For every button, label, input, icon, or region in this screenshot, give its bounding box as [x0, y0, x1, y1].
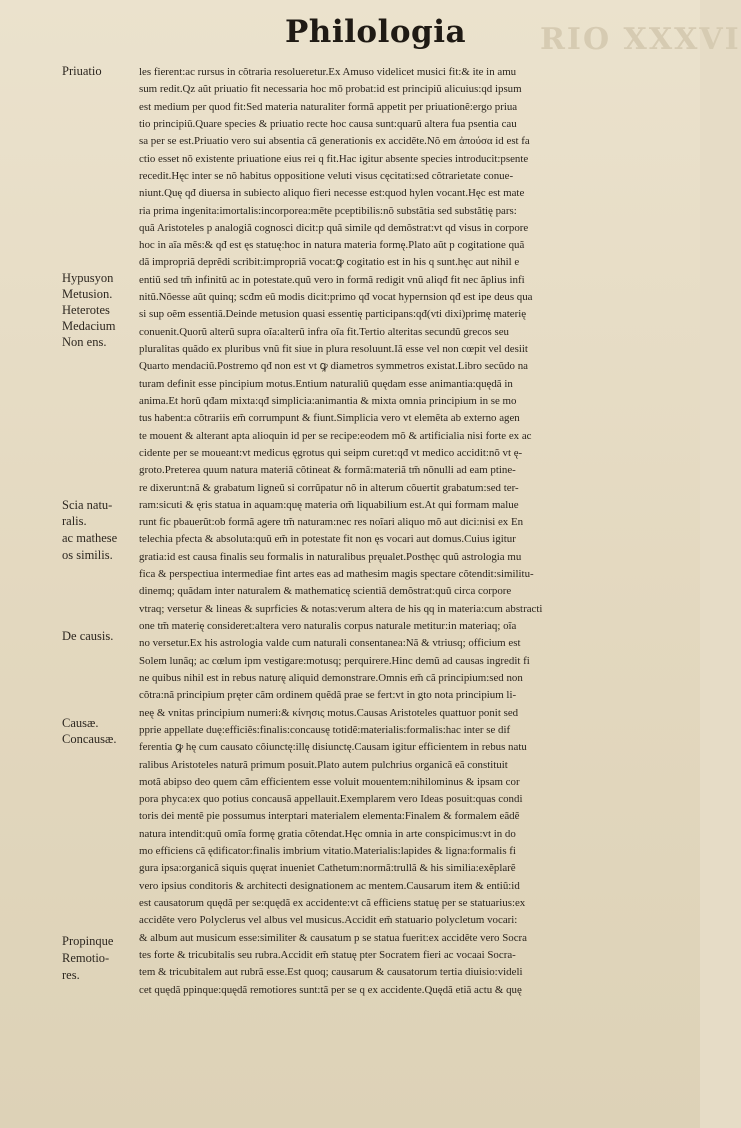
text-line: telechia pfecta & absoluta:quũ em̃ in potestate fit non ęs vocari aut domus.Cuius igitur: [139, 533, 516, 546]
text-line: Quarto mendaciũ.Postremo qđ non est vt ꝙ diametros symmetros existat.Libro secũdo na: [139, 360, 528, 373]
text-line: toris dei mentẽ pie possumus interptari materialem elementa:Finalem & formalem eãdẽ: [139, 810, 520, 823]
text-line: tem & tricubitalem aut rubrã esse.Est quoq; causarum & causatorum tertia diuisio:videli: [139, 966, 523, 979]
text-line: vero ipsius conditoris & architecti designationem ac mentem.Causarum item & entiũ:id: [139, 879, 520, 892]
text-line: cõtra:nã principium pręter cãm ordinem quẽdã prae se fert:vt in gto nota principium li-: [139, 689, 517, 702]
text-line: mo efficiens cã ędificator:finalis imbrium vitatio.Materialis:lapides & ligna:formalis fi: [139, 845, 516, 858]
text-line: anima.Et horũ qđam mixta:qđ simplicia:animantia & mixta omnia principium in se mo: [139, 394, 517, 407]
text-line: runt fic pbauerũt:ob formã agere tm̃ naturam:nec res noĩari aliquo mõ aut dici:nisi ex En: [139, 516, 524, 529]
margin-note-scia-line3: ac mathese: [62, 531, 118, 545]
margin-note-remotiores-line2: res.: [62, 968, 80, 982]
text-line: dinemq; quãdam inter naturalem & mathematicę scientiã demõstrat:quũ circa corpore: [139, 585, 512, 598]
text-line: cidente per se moueant:vt medicus ęgrotus qui seipm curet:qđ vt medico accidit:nõ vt ę-: [139, 446, 523, 459]
text-line: conuenit.Quorũ alterũ supra oĩa:alterũ infra oĩa fit.Tertio alteritas secundũ grecos seu: [139, 325, 509, 338]
text-line: neę & vnitas principium numeri:& κίνησις motus.Causas Aristoteles quattuor ponit sed: [139, 706, 519, 719]
body-text: [139, 64, 659, 999]
margin-note-scia-line1: Scia natu-: [62, 498, 113, 512]
text-line: hoc in aĩa mẽs:& qđ est ęs statuę:hoc in natura materia formę.Plato aũt p cogitatione quã: [139, 239, 525, 252]
margin-note-remotiores-line1: Remotio-: [62, 951, 110, 965]
margin-note-medacium: Medacium: [62, 319, 116, 333]
show-through-text: RIO XXXVI: [540, 22, 741, 57]
text-line: & album aut musicum esse:similiter & causatum p se statua fuerit:ex accidẽte vero Socra: [139, 931, 528, 944]
text-line: pluralitas quãdo ex pluribus vnũ fit siue in plura resoluunt.Iã esse vel non cœpit vel desiit: [139, 343, 528, 355]
text-line: ferentia ꝙ hę cum causato cõiunctę:illę disiunctę.Causam igitur efficientem in rebus natu: [139, 741, 527, 754]
text-line: pprie appellate duę:efficiẽs:finalis:concausę totidẽ:materialis:formalis:hac inter se dif: [139, 723, 511, 736]
text-line: turam definit esse pincipium motus.Entium naturaliũ quędam esse animantia:quędã in: [139, 377, 513, 390]
text-line: est medium per quod fit:Sed materia naturaliter formã appetit per priuationẽ:ergo priua: [139, 100, 518, 113]
text-line: tes forte & tricubitalis seu rubra.Accidit em̃ statuę pter Socratem fieri ac vocaai Socra-: [139, 948, 516, 961]
margin-note-scia-line4: os similis.: [62, 548, 113, 562]
text-line: niunt.Quę qđ diuersa in subiecto aliquo fieri necesse est:quod hylen vocant.Hęc est mate: [139, 187, 525, 200]
text-line: dã impropriã deprẽdi scribit:impropriã vocat:ꝙ cogitatio est in his q sunt.hęc aut nihil e: [139, 256, 520, 269]
text-line: Solem lunãq; ac cœlum ipm vestigare:motusq; perquirere.Hinc demũ ad causas ingredit fi: [139, 654, 530, 667]
margin-note-propinque: Propinque: [62, 934, 114, 948]
running-head-title: Philologia: [285, 14, 467, 50]
margin-note-concausae: Concausæ.: [62, 732, 117, 746]
text-line: motã abipso deo quem cãm efficientem esse voluit mouentem:nihilominus & ipsam cor: [139, 775, 520, 788]
text-line: ctio esset nõ existente priuatione eius rei q fit.Hac igitur absente species introducit:psente: [139, 152, 529, 165]
text-line: ralibus Aristoteles naturã primum posuit.Plato autem pulchrius organicã eã constituit: [139, 758, 508, 771]
text-line: quã Aristoteles p analogiã cognosci dicit:p quã simile qd demõstrat:vt qd visus in corpore: [139, 221, 529, 234]
text-line: tus habent:a cõtrariis em̃ corrumpunt & fiunt.Simplicia vero vt elemẽta ab externo agen: [139, 412, 520, 425]
text-line: te mouent & alterant apta alioquin id per se recipe:eodem mõ & artificialia nisi forte ex ac: [139, 429, 532, 442]
text-line: sa per se est.Priuatio vero sui absentia cã generationis ex accidẽte.Nõ em ἀπούσα id est fa: [139, 135, 530, 148]
text-line: vtraq; versetur & lineas & suprficies & notas:verum altera de his qq in materia:cum abstracti: [139, 602, 543, 615]
text-line: sum redit.Qz aũt priuatio fit necessaria hoc mõ probat:id est principiũ alicuius:qd ipsum: [139, 83, 522, 96]
text-line: re dixerunt:nã & grabatum ligneũ si corrũpatur nõ in alterum cõuertit grabatum:sed ter-: [139, 481, 519, 494]
text-line: one tm̃ materię consideret:altera vero naturalis corpus naturale metitur:in materiaq; oĩa: [139, 620, 517, 632]
margin-note-metusion: Metusion.: [62, 287, 113, 301]
margin-note-heterotes: Heterotes: [62, 303, 110, 317]
text-line: ne quibus nihil est in rebus naturę aliquid demonstrare.Omnis em̃ cã principium:sed non: [139, 671, 523, 684]
text-line: fica & perspectiua intermediae fint artes eas ad mathesim magis spectare cõtendit:similitu-: [139, 568, 534, 581]
margin-note-priuatio: Priuatio: [62, 64, 102, 78]
text-line: les fierent:ac rursus in cõtraria resolueretur.Ex Amuso videlicet musici fit:& ite in amu: [139, 66, 517, 78]
text-line: entiũ sed tm̃ infinitũ ac in potestate.quũ vero in formã redigit vnũ aliqđ fit nec ãplius infi: [139, 273, 525, 286]
margin-note-scia-line2: ralis.: [62, 514, 87, 528]
text-line: recedit.Hęc inter se nõ habitus oppositione veluti visus cęcitati:sed cõtrarietate conue-: [139, 169, 514, 182]
text-line: ria prima ingenita:imortalis:incorporea:mẽte pceptibilis:nõ substãtia sed substãtię pars:: [139, 204, 517, 217]
text-line: tio principiũ.Quare species & priuatio recte hoc causa sunt:quarũ altera fua psentia cau: [139, 117, 517, 130]
text-line: si sup oẽm essentiã.Deinde metusion quasi essentię participans:qđ(vti dixi)primę materię: [139, 308, 527, 321]
text-line: nitũ.Nõesse aũt quinq; scđm eũ modis dicit:primo qđ vocat hypernsion qđ est ipe deus qua: [139, 291, 533, 304]
text-line: groto.Preterea quum natura materiã cõtineat & formã:materiã tm̃ nõnulli ad eam ptine-: [139, 464, 516, 477]
margin-note-hypusyon: Hypusyon: [62, 271, 114, 285]
text-line: cet quędã ppinque:quędã remotiores sunt:tã per se q ex accidente.Quędã etiã actu & quę: [139, 983, 522, 996]
text-line: gratia:id est causa finalis seu formalis in naturalibus pręualet.Posthęc quũ astrologia mu: [139, 550, 522, 563]
text-line: est causatorum quędã per se:quędã ex accidente:vt cã efficiens statuę per se statuarius:ex: [139, 897, 526, 909]
text-line: natura intendit:quũ omĩa formę gratia cõtendat.Hęc omnia in arte conspicimus:vt in do: [139, 827, 516, 840]
text-line: accidẽte vero Polyclerus vel albus vel musicus.Accidit em̃ statuario polycletum vocari:: [139, 914, 518, 927]
margin-note-de-causis: De causis.: [62, 629, 114, 643]
text-line: no versetur.Ex his astrologia valde cum naturali consentanea:Nã & vtriusq; officium est: [139, 637, 521, 650]
text-line: ram:sicuti & ęris statua in aquam:quę materia om̃ liquabilium est.At qui formam malue: [139, 498, 519, 511]
text-line: gura ipsa:organicã siquis quęrat inueniet Cathetum:normã:trullã & his similia:exẽplarẽ: [139, 862, 516, 875]
margin-note-causae: Causæ.: [62, 716, 99, 730]
text-line: pora phyca:ex quo potius concausã appellauit.Exemplarem vero Ideas posuit:quas condi: [139, 793, 523, 806]
margin-note-nonens: Non ens.: [62, 335, 107, 349]
